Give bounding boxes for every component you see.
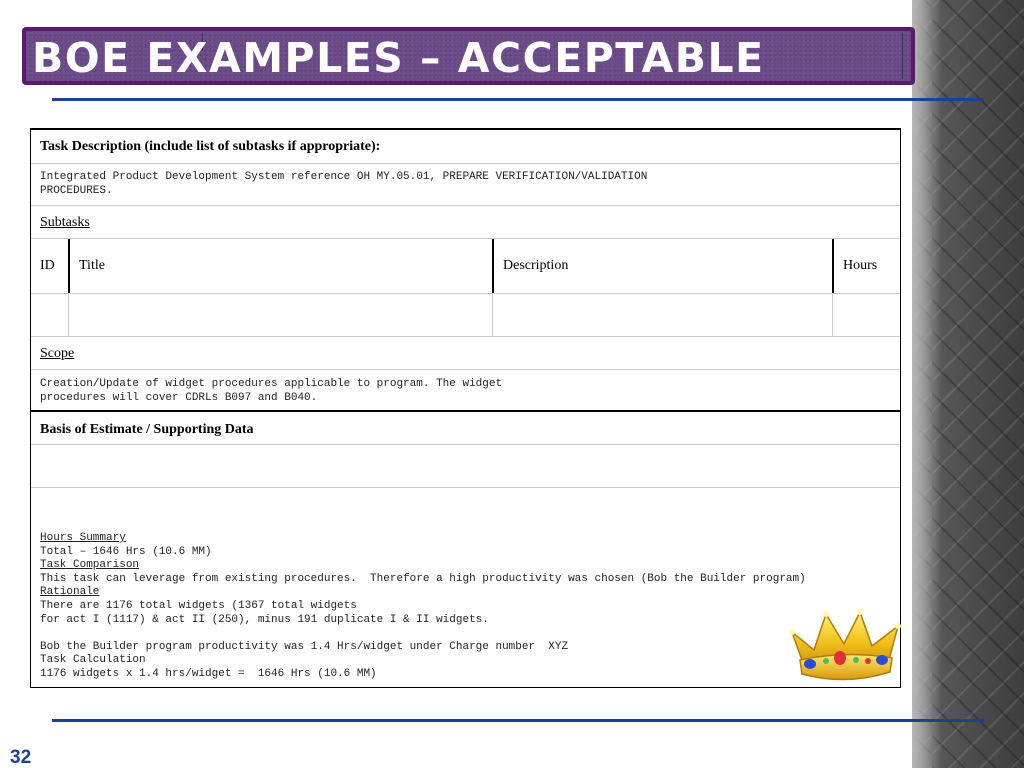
column-header-title: Title	[68, 239, 492, 293]
empty-cell-id	[31, 294, 68, 336]
supporting-data-row	[31, 488, 900, 687]
slide-title: BOE EXAMPLES – ACCEPTABLE	[32, 34, 765, 82]
scope-text-row	[31, 370, 900, 412]
column-header-id: ID	[40, 258, 55, 273]
boe-form	[30, 128, 901, 688]
task-calculation-heading: Task Calculation	[40, 654, 146, 667]
subtasks-label: Subtasks	[40, 215, 90, 230]
column-header-description: Description	[492, 239, 832, 293]
task-calculation-text: 1176 widgets x 1.4 hrs/widget = 1646 Hrs (10.6 MM)	[40, 667, 377, 680]
hours-summary-text: Total – 1646 Hrs (10.6 MM)	[40, 545, 212, 558]
task-description-row	[31, 164, 900, 206]
hours-summary-heading: Hours Summary	[40, 532, 126, 544]
rationale-text: There are 1176 total widgets (1367 total widgets for act I (1117) & act II (250), minus 191 duplicate I & II widgets. Bob the Builder program productivity was 1.4 Hrs/widget under Charge number XYZ	[40, 599, 569, 653]
empty-cell-title	[68, 294, 492, 336]
subtasks-empty-row	[31, 294, 900, 337]
scope-label: Scope	[40, 346, 75, 361]
task-comparison-text: This task can leverage from existing procedures. Therefore a high productivity was chosen (Bob the Builder program)	[40, 572, 806, 585]
decorative-side-panel	[912, 0, 1024, 768]
title-bar	[22, 27, 915, 85]
crown-icon	[786, 606, 904, 686]
task-description-label: Task Description (include list of subtasks if appropriate):	[31, 130, 900, 164]
subtasks-header-row	[31, 239, 900, 294]
task-comparison-heading: Task Comparison	[40, 559, 140, 572]
task-description-text: Integrated Product Development System reference OH MY.05.01, PREPARE VERIFICATION/VALIDATION PROCEDURES.	[40, 171, 648, 197]
empty-cell-description	[492, 294, 832, 336]
empty-cell-hours	[832, 294, 900, 336]
rationale-heading: Rationale	[40, 586, 100, 599]
column-header-hours: Hours	[832, 239, 900, 293]
slide-number: 32	[10, 747, 32, 768]
title-bar-rule	[902, 33, 903, 79]
basis-empty-row	[31, 445, 900, 488]
scope-text: Creation/Update of widget procedures applicable to program. The widget procedures will cover CDRLs B097 and B040.	[40, 378, 503, 404]
subtasks-row	[31, 206, 900, 239]
top-divider	[52, 98, 984, 101]
scope-row	[31, 337, 900, 370]
basis-label: Basis of Estimate / Supporting Data	[31, 412, 900, 445]
bottom-divider	[52, 719, 984, 722]
